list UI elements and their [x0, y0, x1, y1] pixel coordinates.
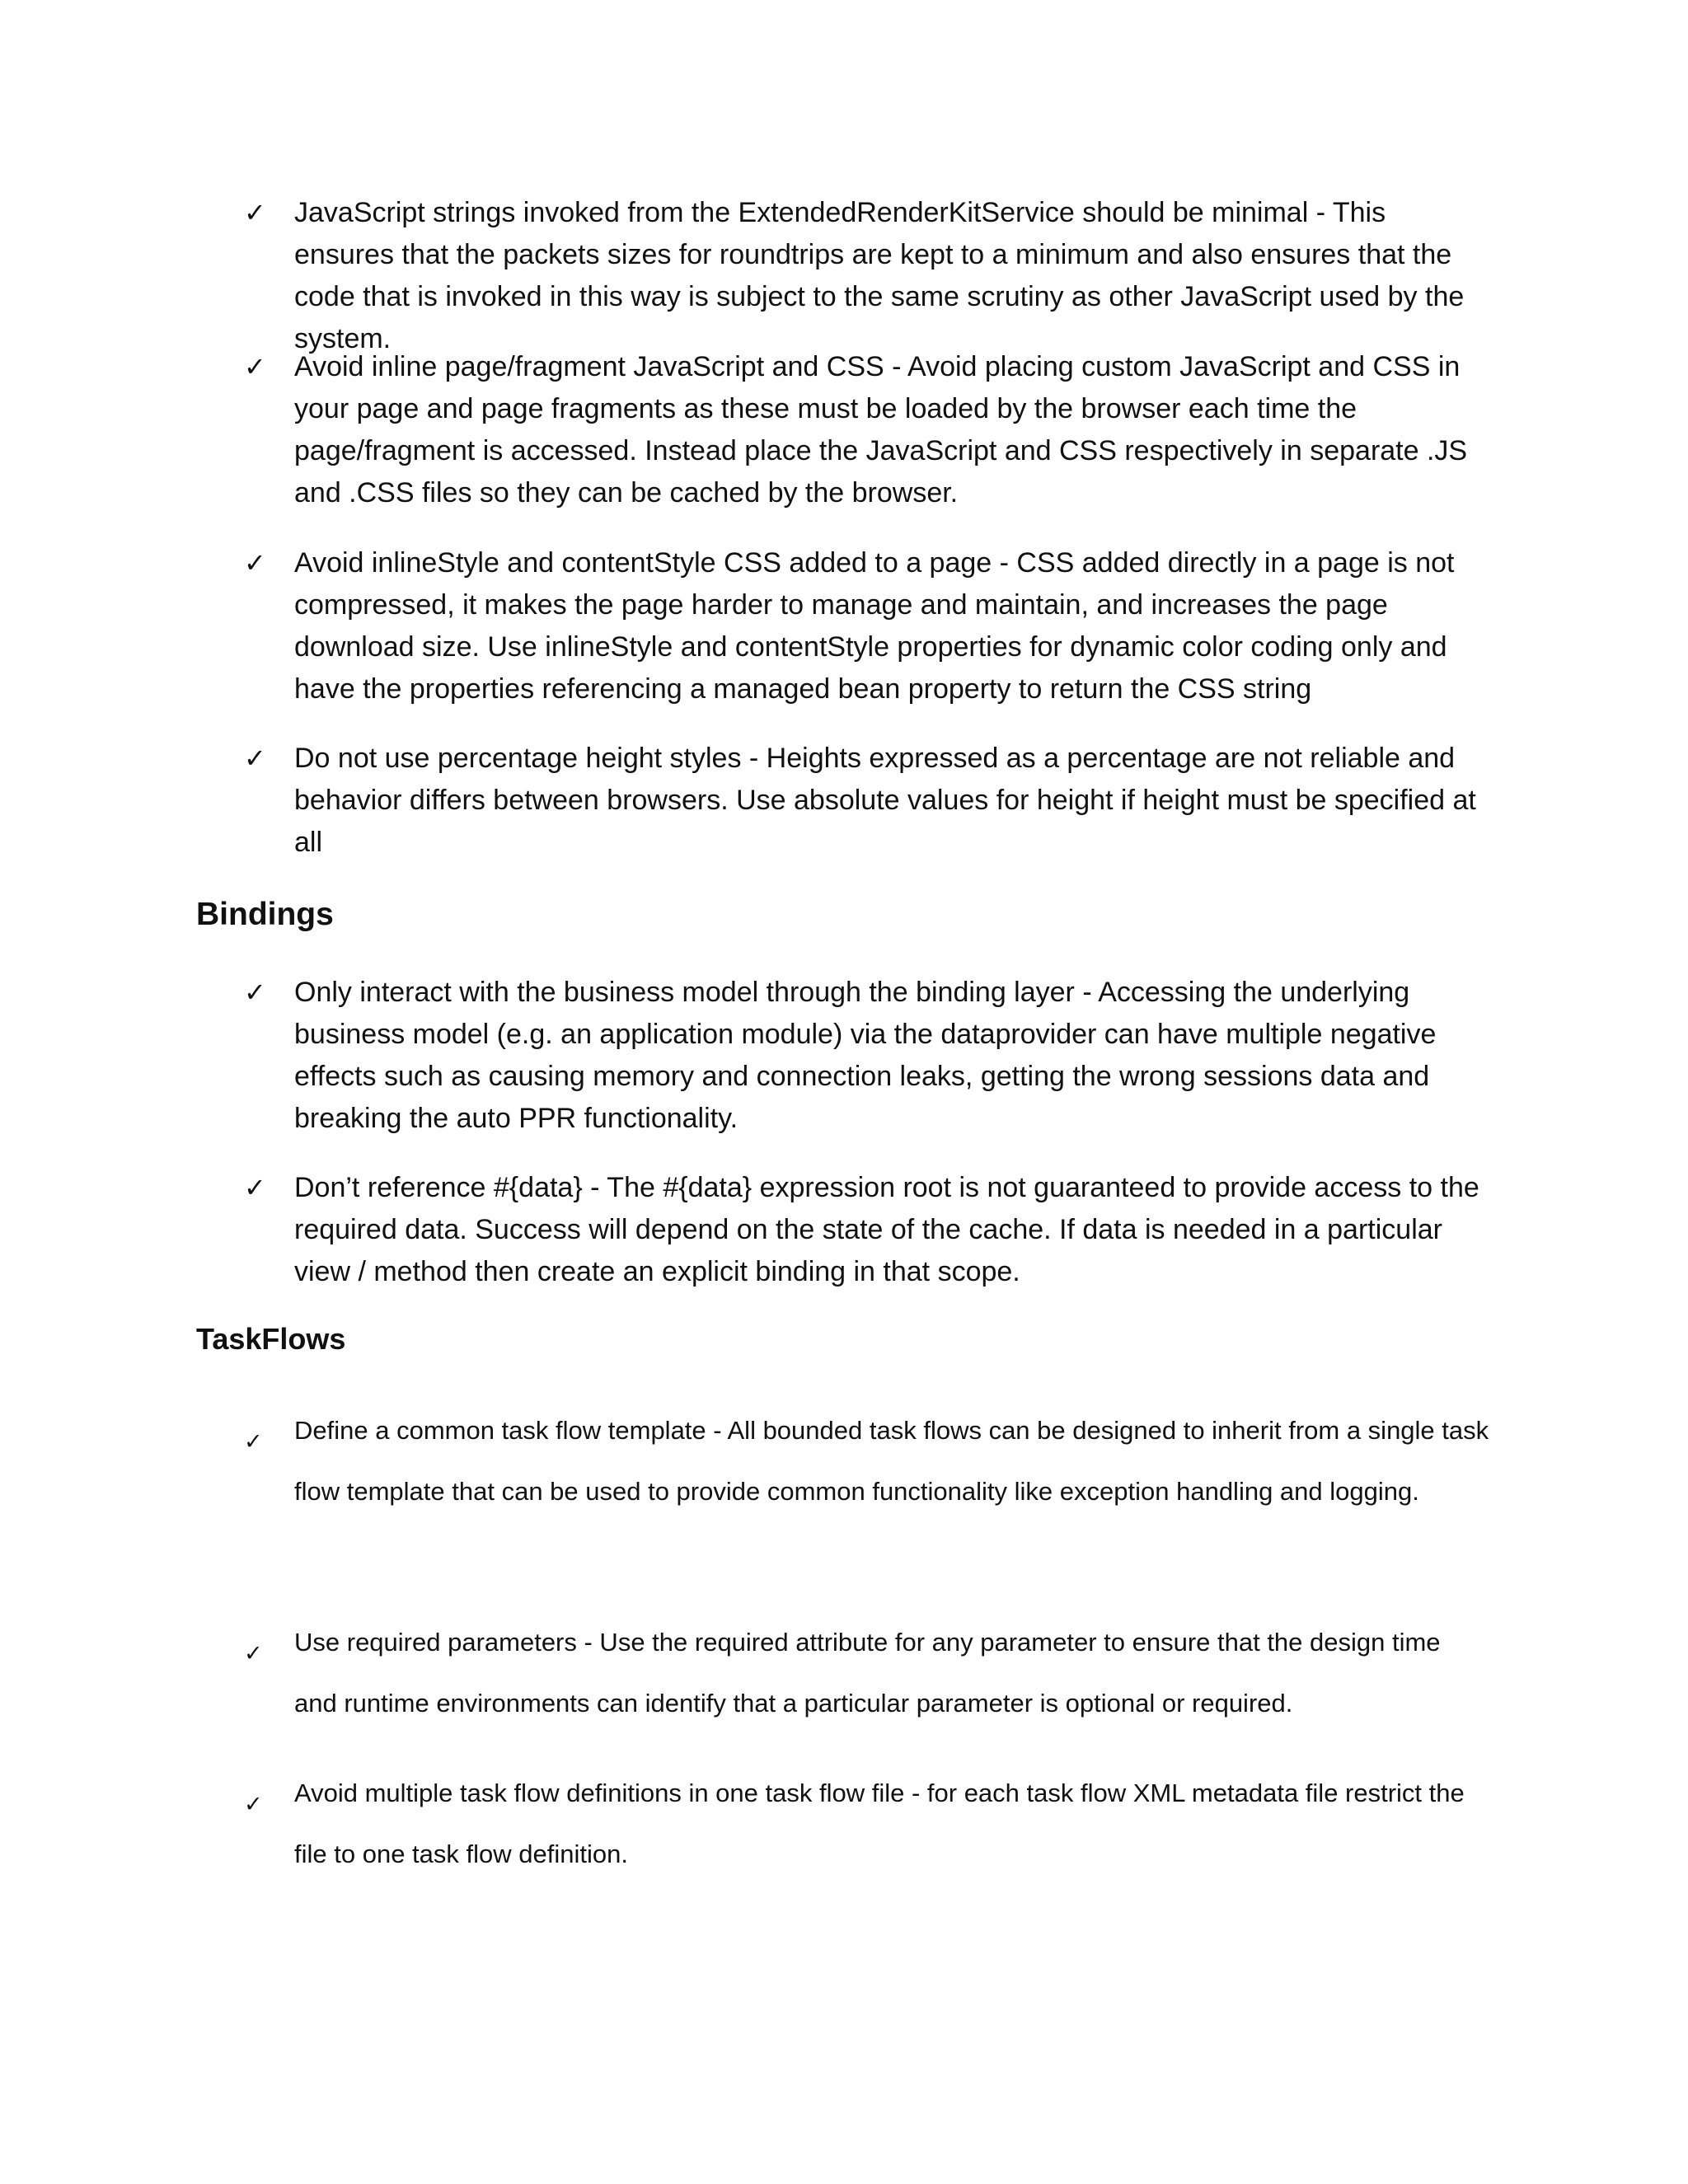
- section-heading-taskflows: TaskFlows: [196, 1322, 346, 1356]
- checkmark-icon: ✓: [244, 197, 266, 228]
- checkmark-icon: ✓: [244, 977, 266, 1008]
- bullet-text: Avoid inlineStyle and contentStyle CSS added to a page - CSS added directly in a page is not compressed, it makes the page harder to manage and maintain, and increases the page download size. Use inlineStyle and contentStyle properties for dynamic color coding only and have the properties referencing a managed bean property to return the CSS string: [294, 547, 1455, 705]
- bullet-text: Don’t reference #{data} - The #{data} expression root is not guaranteed to provide access to the required data. Success will depend on the state of the cache. If data is needed in a particular view / method then create an explicit binding in that scope.: [294, 1172, 1479, 1287]
- bullet-text: Define a common task flow template - All bounded task flows can be designed to inherit from a single task flow template that can be used to provide common functionality like exception handling and logging.: [294, 1416, 1489, 1506]
- bullet-text: Use required parameters - Use the required attribute for any parameter to ensure that the design time and runtime environments can identify that a particular parameter is optional or required.: [294, 1628, 1441, 1718]
- checkmark-icon: ✓: [244, 547, 266, 579]
- checkmark-icon: ✓: [244, 743, 266, 774]
- bullet-text: JavaScript strings invoked from the ExtendedRenderKitService should be minimal - This ensures that the packets sizes for roundtrips are kept to a minimum and also ensures that the code that is invoked in this way is subject to the same scrutiny as other JavaScript used by the system.: [294, 197, 1465, 354]
- checkmark-icon: ✓: [244, 1792, 263, 1817]
- checkmark-icon: ✓: [244, 1429, 263, 1455]
- checkmark-icon: ✓: [244, 1172, 266, 1203]
- bullet-text: Do not use percentage height styles - Heights expressed as a percentage are not reliable and behavior differs between browsers. Use absolute values for height if height must be specified at all: [294, 743, 1476, 858]
- bullet-text: Avoid multiple task flow definitions in one task flow file - for each task flow XML metadata file restrict the file to one task flow definition.: [294, 1779, 1465, 1868]
- checkmark-icon: ✓: [244, 1641, 263, 1666]
- section-heading-bindings: Bindings: [196, 897, 334, 932]
- checkmark-icon: ✓: [244, 351, 266, 382]
- bullet-text: Only interact with the business model through the binding layer - Accessing the underlying business model (e.g. an application module) via the dataprovider can have multiple negative effects such as causing memory and connection leaks, getting the wrong sessions data and breaking the auto PPR functionality.: [294, 977, 1437, 1134]
- bullet-text: Avoid inline page/fragment JavaScript and CSS - Avoid placing custom JavaScript and CSS in your page and page fragments as these must be loaded by the browser each time the page/fragment is accessed. Instead place the JavaScript and CSS respectively in separate .JS and .CSS files so they can be cached by the browser.: [294, 351, 1468, 509]
